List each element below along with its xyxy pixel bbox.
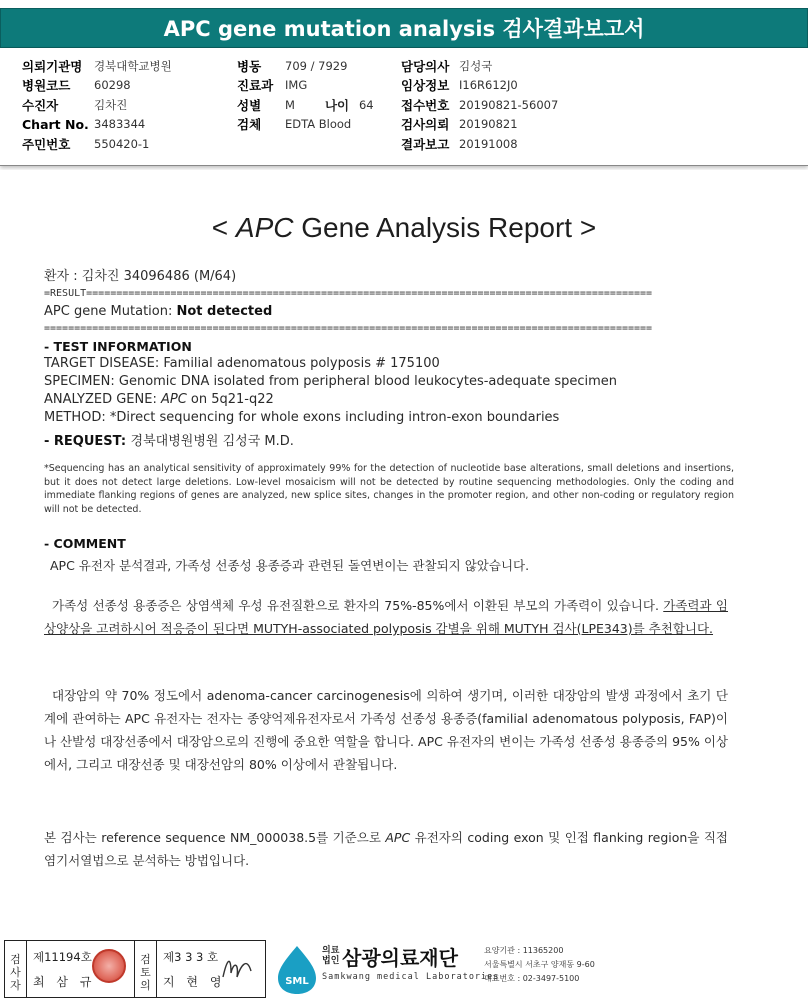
comment-paragraph-4: 본 검사는 reference sequence NM_000038.5를 기준으로 APC 유전자의 coding exon 및 인접 flanking region을 직접염기서열법으로 분석하는 방법입니다. bbox=[44, 830, 729, 868]
examiner-seal-stamp bbox=[92, 949, 126, 983]
info-row-specimen: 검체 EDTA Blood bbox=[237, 117, 352, 133]
examiner-name: 최 삼 규 bbox=[33, 975, 96, 989]
info-row-doctor: 담당의사 김성국 bbox=[401, 58, 493, 74]
comment-paragraph-3: 대장암의 약 70% 정도에서 adenoma-cancer carcinogenesis에 의하여 생기며, 이러한 대장암의 발생 과정에서 초기 단계에 관여하는 APC 유전자는 전자는 종양억제유전자로서 가족성 선종성 용종증(familial adenomatous polyposis, FAP)이나 산발성 대장선종에서 대장암으로의 진행에 중요한 역할을 합니다. APC 유전자의 변이는 가족성 선종성 용종증의 95% 이상에서, 그리고 대장선종 및 대장선암의 80% 이상에서 관찰됩니다. bbox=[44, 688, 728, 772]
method-line: METHOD: *Direct sequencing for whole exons including intron-exon boundaries bbox=[44, 410, 560, 425]
signature-icon bbox=[219, 953, 255, 983]
signature-box bbox=[4, 940, 266, 998]
confirmer-label: 검 토 의 bbox=[135, 941, 157, 997]
sml-logo-text: SML bbox=[285, 976, 309, 987]
report-header-title: APC gene mutation analysis 검사결과보고서 bbox=[163, 17, 645, 41]
org-prefix: 의료 법인 bbox=[322, 946, 340, 966]
comment-paragraph-2: 가족성 선종성 용종증은 상염색체 우성 유전질환으로 환자의 75%-85%에서 이환된 부모의 가족력이 있습니다. 가족력과 임상양상을 고려하시어 적응증이 된다면 MUTYH-associated polyposis 감별을 위해 MUTYH 검사(LPE343)를 추천합니다. bbox=[44, 598, 728, 636]
confirmer-name: 지 현 영 bbox=[163, 975, 226, 989]
info-row-receipt-no: 접수번호 20190821-56007 bbox=[401, 97, 559, 113]
test-info-heading: - TEST INFORMATION bbox=[44, 339, 192, 354]
examiner-cell bbox=[27, 941, 135, 997]
request-line: - REQUEST: 경북대병원병원 김성국 M.D. bbox=[44, 434, 294, 449]
info-row-patient: 수진자 김차진 bbox=[22, 97, 128, 113]
patient-line: 환자 : 김차진 34096486 (M/64) bbox=[44, 269, 237, 284]
age-value: 64 bbox=[358, 97, 374, 112]
sequencing-footnote: *Sequencing has an analytical sensitivity of approximately 99% for the detection of nucleotide base alterations, small deletions and insertions, but it does not detect large deletions. Low-level mosaicism will not be detected by routine sequencing methodologies. Only the coding and immediate flanking regions of genes are analyzed, new splice sites, changes in the promoter region, and other non-coding or regulatory region will not be detected. bbox=[44, 463, 734, 515]
examiner-license-no: 제11194호 bbox=[33, 950, 92, 964]
info-column-3 bbox=[401, 56, 558, 154]
confirmer-license-no: 제3 3 3 호 bbox=[163, 950, 219, 964]
comment-heading: - COMMENT bbox=[44, 536, 126, 551]
mutation-value: Not detected bbox=[176, 304, 273, 319]
organization-english-name: Samkwang medical Laboratories bbox=[322, 972, 500, 982]
report-footer bbox=[0, 936, 808, 1006]
result-heading: =RESULT============================================================================================== bbox=[44, 288, 653, 299]
report-title-bar bbox=[0, 8, 808, 48]
patient-info-header bbox=[0, 48, 808, 166]
info-row-report-date: 결과보고 20191008 bbox=[401, 136, 518, 152]
organization-name: 삼광의료재단 bbox=[342, 946, 458, 970]
specimen-line: SPECIMEN: Genomic DNA isolated from peripheral blood leukocytes-adequate specimen bbox=[44, 374, 618, 389]
comment-paragraph-1: APC 유전자 분석결과, 가족성 선종성 용종증과 관련된 돌연변이는 관찰되지 않았습니다. bbox=[50, 558, 530, 573]
organization-contact-info: 요양기관 : 11365200 서울특별시 서초구 양재동 9-60 대표번호 : 02-3497-5100 bbox=[484, 946, 595, 983]
analyzed-gene: ANALYZED GENE: APC on 5q21-q22 bbox=[44, 392, 274, 407]
target-disease: TARGET DISEASE: Familial adenomatous polyposis # 175100 bbox=[44, 356, 440, 371]
report-main-title: < APC Gene Analysis Report > bbox=[211, 212, 597, 243]
separator-line: ===================================================================================================== bbox=[44, 323, 653, 334]
confirmer-cell bbox=[157, 941, 265, 997]
info-row-clinical-info: 임상정보 I16R612J0 bbox=[401, 78, 518, 94]
info-column-1 bbox=[22, 56, 172, 154]
info-row-chart-no: Chart No. 3483344 bbox=[22, 116, 146, 132]
report-body bbox=[0, 170, 808, 926]
examiner-label: 검 사 자 bbox=[5, 941, 27, 997]
info-column-2 bbox=[237, 56, 374, 134]
info-row-request-date: 검사의뢰 20190821 bbox=[401, 117, 518, 133]
info-row-ward: 병동 709 / 7929 bbox=[237, 58, 348, 74]
info-row-sex-age: 성별 M 나이 64 bbox=[237, 97, 374, 113]
info-row-hospital-code: 병원코드 60298 bbox=[22, 78, 131, 94]
info-row-institution: 의뢰기관명 경북대학교병원 bbox=[22, 58, 172, 74]
info-row-department: 진료과 IMG bbox=[237, 78, 308, 94]
age-label: 나이 bbox=[324, 97, 350, 113]
mutation-result: APC gene Mutation: Not detected bbox=[44, 304, 273, 319]
info-row-resident-no: 주민번호 550420-1 bbox=[22, 136, 150, 152]
recommendation-text: 가족력과 임상양상을 고려하시어 적응증이 된다면 MUTYH-associated polyposis 감별을 위해 MUTYH 검사(LPE343)를 추천합니다. bbox=[44, 598, 728, 636]
sml-logo-icon bbox=[274, 944, 320, 996]
